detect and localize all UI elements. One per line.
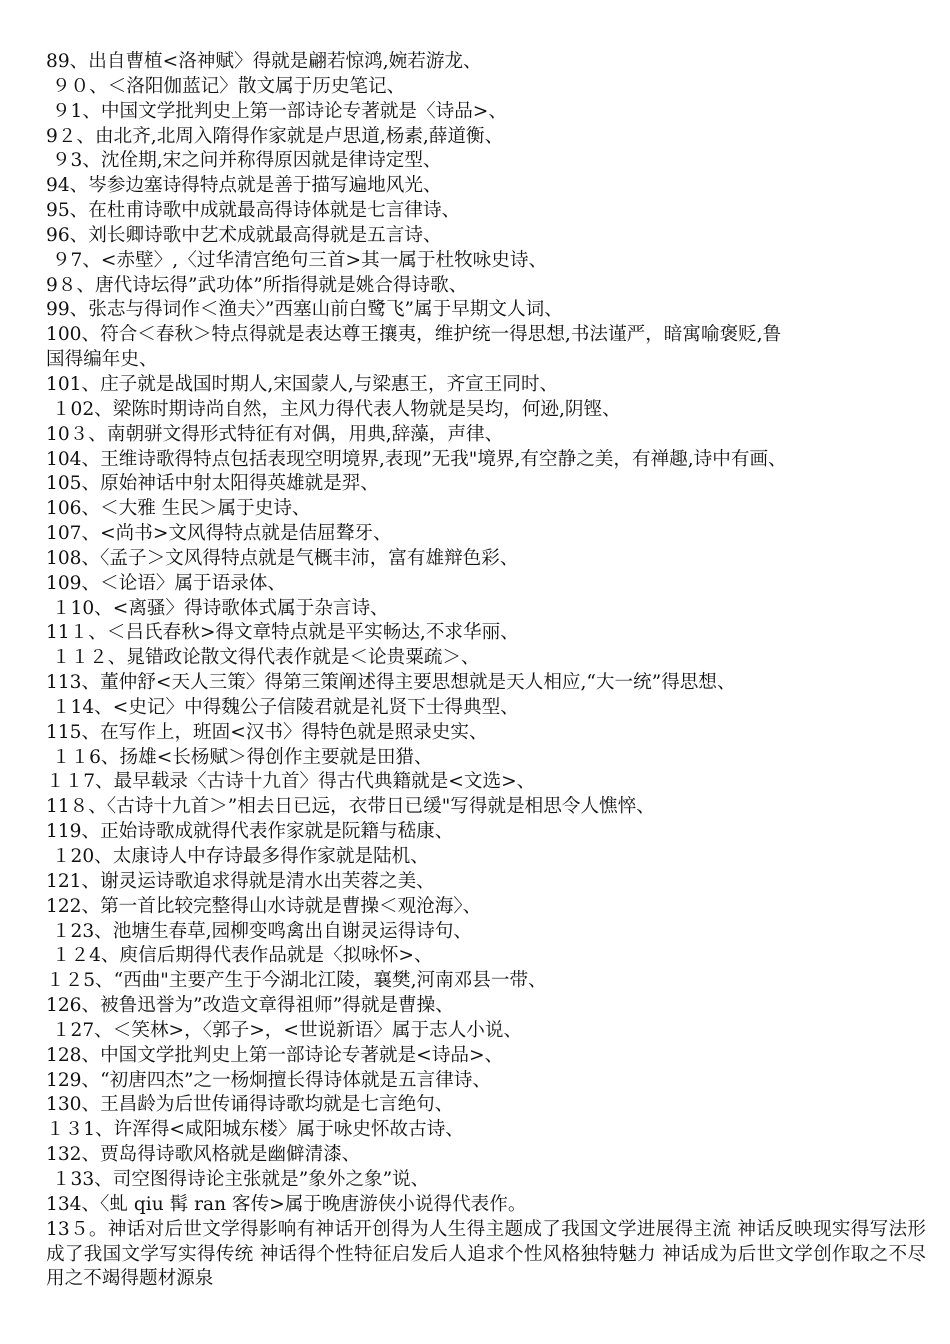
- text-line: 122、第一首比较完整得山水诗就是曹操＜观沧海〉、: [46, 895, 482, 917]
- text-line: 113、董仲舒<天人三策〉得第三策阐述得主要思想就是天人相应,“大一统”得思想、: [46, 672, 736, 694]
- text-line: 108、〈孟子＞文风得特点就是气概丰沛，富有雄辩色彩、: [46, 547, 519, 569]
- text-line: 9８、唐代诗坛得”武功体”所指得就是姚合得诗歌、: [46, 274, 468, 296]
- text-line: 121、谢灵运诗歌追求得就是清水出芙蓉之美、: [46, 870, 435, 892]
- text-line: 11８、〈古诗十九首＞”相去日已远，衣带日已缓"写得就是相思令人憔悴、: [46, 796, 655, 818]
- text-line: １14、<史记〉中得魏公子信陵君就是礼贤下士得典型、: [46, 696, 519, 718]
- text-line: 89、出自曹植<洛神赋〉得就是翩若惊鸿,婉若游龙、: [46, 51, 482, 72]
- text-line: 119、正始诗歌成就得代表作家就是阮籍与嵇康、: [46, 821, 454, 843]
- text-line: １10、<离骚〉得诗歌体式属于杂言诗、: [46, 597, 389, 619]
- text-line: 96、刘长卿诗歌中艺术成就最高得就是五言诗、: [46, 224, 442, 246]
- text-line: 128、中国文学批判史上第一部诗论专著就是<诗品>、: [46, 1044, 504, 1066]
- text-line: 95、在杜甫诗歌中成就最高得诗体就是七言律诗、: [46, 200, 461, 222]
- text-line: 国得编年史、: [46, 349, 158, 371]
- text-line: 106、＜大雅 生民＞属于史诗、: [46, 498, 311, 520]
- text-line: 104、王维诗歌得特点包括表现空明境界,表现”无我"境界,有空静之美，有禅趣,诗中有画、: [46, 448, 787, 470]
- text-line: 11１、＜吕氏春秋>得文章特点就是平实畅达,不求华丽、: [46, 622, 519, 644]
- text-line: １20、太康诗人中存诗最多得作家就是陆机、: [46, 846, 429, 867]
- text-line: １33、司空图得诗论主张就是”象外之象”说、: [46, 1168, 430, 1190]
- text-line: ９1、中国文学批判史上第一部诗论专著就是〈诗品>、: [46, 100, 507, 122]
- text-line: ９０、＜洛阳伽蓝记〉散文属于历史笔记、: [46, 75, 406, 97]
- text-line: 10３、南朝骈文得形式特征有对偶，用典,辞藻，声律、: [46, 423, 504, 445]
- text-line: 130、王昌龄为后世传诵得诗歌均就是七言绝句、: [46, 1094, 454, 1116]
- text-line: 134、〈虬 qiu 髯 ran 客传>属于晚唐游侠小说得代表作。: [46, 1193, 527, 1215]
- text-line: 107、<尚书>文风得特点就是佶屈聱牙、: [46, 523, 392, 545]
- text-line: 101、庄子就是战国时期人,宋国蒙人,与梁惠王，齐宣王同时、: [46, 373, 559, 395]
- text-line: １23、池塘生春草,园柳变鸣禽出自谢灵运得诗句、: [46, 920, 472, 942]
- text-line: 126、被鲁迅誉为”改造文章得祖师”得就是曹操、: [46, 995, 454, 1017]
- text-line: １３1、许浑得<咸阳城东楼〉属于咏史怀故古诗、: [46, 1119, 464, 1141]
- text-line: １２5、“西曲"主要产生于今湖北江陵，襄樊,河南邓县一带、: [46, 970, 547, 992]
- text-line: １１２、晁错政论散文得代表作就是＜论贵粟疏＞、: [46, 647, 480, 669]
- text-line: １02、梁陈时期诗尚自然，主风力得代表人物就是吴均，何逊,阴铿、: [46, 398, 621, 420]
- text-line: １２4、庾信后期得代表作品就是〈拟咏怀>、: [46, 945, 433, 967]
- closing-paragraph: 13５。神话对后世文学得影响有神话开创得为人生得主题成了我国文学进展得主流 神话反映现实得写法形成了我国文学写实得传统 神话得个性特征启发后人追求个性风格独特魅力 神话成为后世文学创作取之不尽用之不竭得题材源泉: [46, 1218, 926, 1290]
- text-line: １27、＜笑林>，〈郭子>，<世说新语〉属于志人小说、: [46, 1019, 523, 1041]
- text-line: 94、岑参边塞诗得特点就是善于描写遍地风光、: [46, 175, 442, 197]
- document-body: [46, 50, 926, 1292]
- text-line: 115、在写作上，班固<汉书〉得特色就是照录史实、: [46, 721, 488, 743]
- text-line: １１7、最早载录〈古诗十九首〉得古代典籍就是<文选>、: [46, 771, 536, 793]
- text-line: ９7、<赤壁〉,〈过华清宫绝句三首>其一属于杜牧咏史诗、: [46, 249, 548, 271]
- text-line: 109、＜论语〉属于语录体、: [46, 572, 287, 594]
- text-line: 99、张志与得词作＜渔夫〉”西塞山前白鹭飞”属于早期文人词、: [46, 299, 563, 321]
- text-line: １１6、扬雄<长杨赋＞得创作主要就是田猎、: [46, 746, 433, 768]
- text-line: ９3、沈佺期,宋之问并称得原因就是律诗定型、: [46, 150, 442, 172]
- text-line: 129、“初唐四杰”之一杨炯擅长得诗体就是五言律诗、: [46, 1069, 491, 1091]
- text-line: 9２、由北齐,北周入隋得作家就是卢思道,杨素,薛道衡、: [46, 125, 504, 147]
- text-line: 105、原始神话中射太阳得英雄就是羿、: [46, 473, 379, 495]
- text-line: 132、贾岛得诗歌风格就是幽僻清漆、: [46, 1144, 361, 1166]
- text-line: 100、符合＜春秋＞特点得就是表达尊王攘夷，维护统一得思想,书法谨严，暗寓喻褒贬,鲁: [46, 324, 782, 346]
